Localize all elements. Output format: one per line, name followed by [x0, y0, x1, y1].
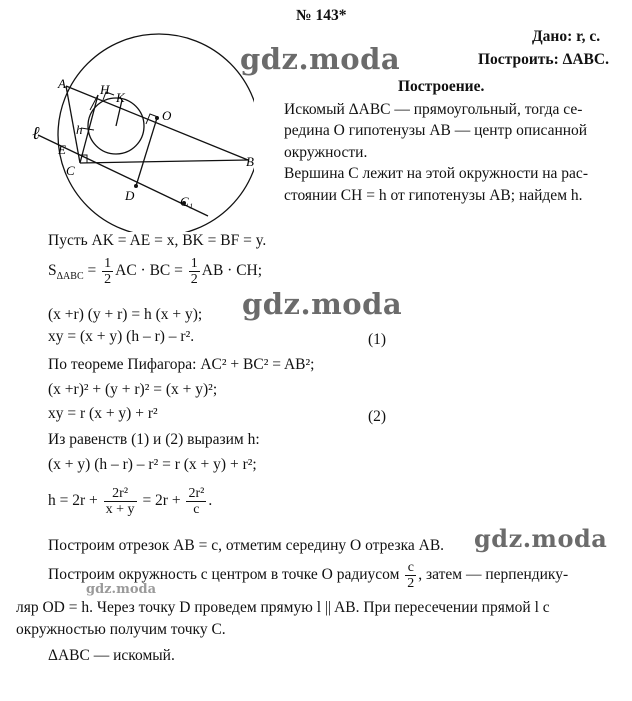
construct-line-4: окружностью получим точку C. [16, 621, 226, 638]
intro-line-2: редина O гипотенузы AB — центр описанной [284, 122, 588, 139]
h-formula [48, 486, 212, 517]
denominator: 2 [190, 272, 198, 287]
construct-line-1: Построим отрезок AB = c, отметим середину O отрезка AB. [48, 537, 445, 554]
label-C: C [66, 163, 75, 178]
label-E: E [58, 142, 66, 157]
construct-task-text: Построить: ΔABC. [478, 51, 609, 68]
equation-1-number: (1) [368, 331, 387, 348]
label-H: H [100, 82, 110, 97]
fraction-c-half [405, 560, 416, 591]
numerator: 2r² [188, 486, 205, 501]
denominator: x + y [105, 502, 135, 517]
h-lhs: h = 2r + [48, 492, 102, 510]
section-title: Построение. [398, 78, 485, 95]
fraction-half [102, 256, 113, 287]
hypotenuse-AB [66, 86, 248, 160]
let-line: Пусть AK = AE = x, BK = BF = y. [48, 232, 267, 249]
watermark: gdz.moda [240, 42, 401, 76]
intro-line-5: стоянии CH = h от гипотенузы AB; найдем h. [284, 187, 583, 204]
area-mid-2: AB · CH; [201, 262, 263, 280]
denominator: c [193, 502, 200, 517]
numerator: 2r² [104, 486, 137, 502]
fraction-half [189, 256, 200, 287]
area-symbol: S [48, 262, 57, 280]
watermark: gdz.moda [242, 287, 403, 321]
segment-OD [136, 118, 157, 186]
denominator: 2 [104, 272, 112, 287]
construct-line-2b: , затем — перпендику- [418, 566, 569, 584]
final-line: ΔABC — искомый. [48, 647, 175, 664]
watermark-small: gdz.moda [86, 582, 157, 597]
label-K: K [116, 90, 125, 105]
fraction-h1 [104, 486, 137, 517]
intro-line-1: Искомый ΔABC — прямоугольный, тогда се- [284, 101, 583, 118]
construct-line-2 [48, 560, 568, 591]
area-mid-1: AC · BC = [115, 262, 187, 280]
label-B: B [246, 154, 254, 169]
intro-line-3: окружности. [284, 144, 368, 161]
label-C1: C₁ [180, 194, 194, 209]
label-O: O [162, 108, 172, 123]
h-mid: = 2r + [138, 492, 185, 510]
equation-d: xy = r (x + y) + r² [48, 405, 158, 422]
area-subscript: ΔABC [56, 271, 84, 283]
equation-e: (x + y) (h – r) – r² = r (x + y) + r²; [48, 456, 257, 473]
fraction-h2 [186, 486, 206, 517]
numerator: 1 [104, 256, 112, 271]
numerator: c [405, 560, 416, 576]
h-end: . [208, 492, 213, 510]
equals: = [83, 262, 101, 280]
construct-line-3: ляр OD = h. Через точку D проведем прямую l || AB. При пересечении прямой l с [16, 599, 550, 616]
from-equations-line: Из равенств (1) и (2) выразим h: [48, 431, 260, 448]
equation-b: xy = (x + y) (h – r) – r². [48, 328, 195, 345]
equation-a: (x +r) (y + r) = h (x + y); [48, 306, 203, 323]
label-h: h [76, 122, 83, 137]
watermark: gdz.moda [474, 524, 608, 553]
intro-line-4: Вершина C лежит на этой окружности на рас- [284, 165, 588, 182]
construction-figure [18, 20, 254, 232]
label-D: D [125, 188, 135, 203]
numerator: 1 [190, 256, 198, 271]
given-text: Дано: r, c. [532, 28, 601, 45]
equation-2-number: (2) [368, 408, 387, 425]
leg-BC [80, 160, 248, 163]
denominator: 2 [407, 576, 415, 591]
label-A: A [58, 76, 66, 91]
task-number: № 143* [296, 7, 347, 24]
pythagoras-line: По теореме Пифагора: AC² + BC² = AB²; [48, 356, 315, 373]
construct-line-2a: Построим окружность с центром в точке O радиусом [48, 566, 404, 584]
area-formula [48, 256, 262, 287]
equation-c: (x +r)² + (y + r)² = (x + y)²; [48, 381, 218, 398]
label-l: ℓ [32, 123, 40, 143]
